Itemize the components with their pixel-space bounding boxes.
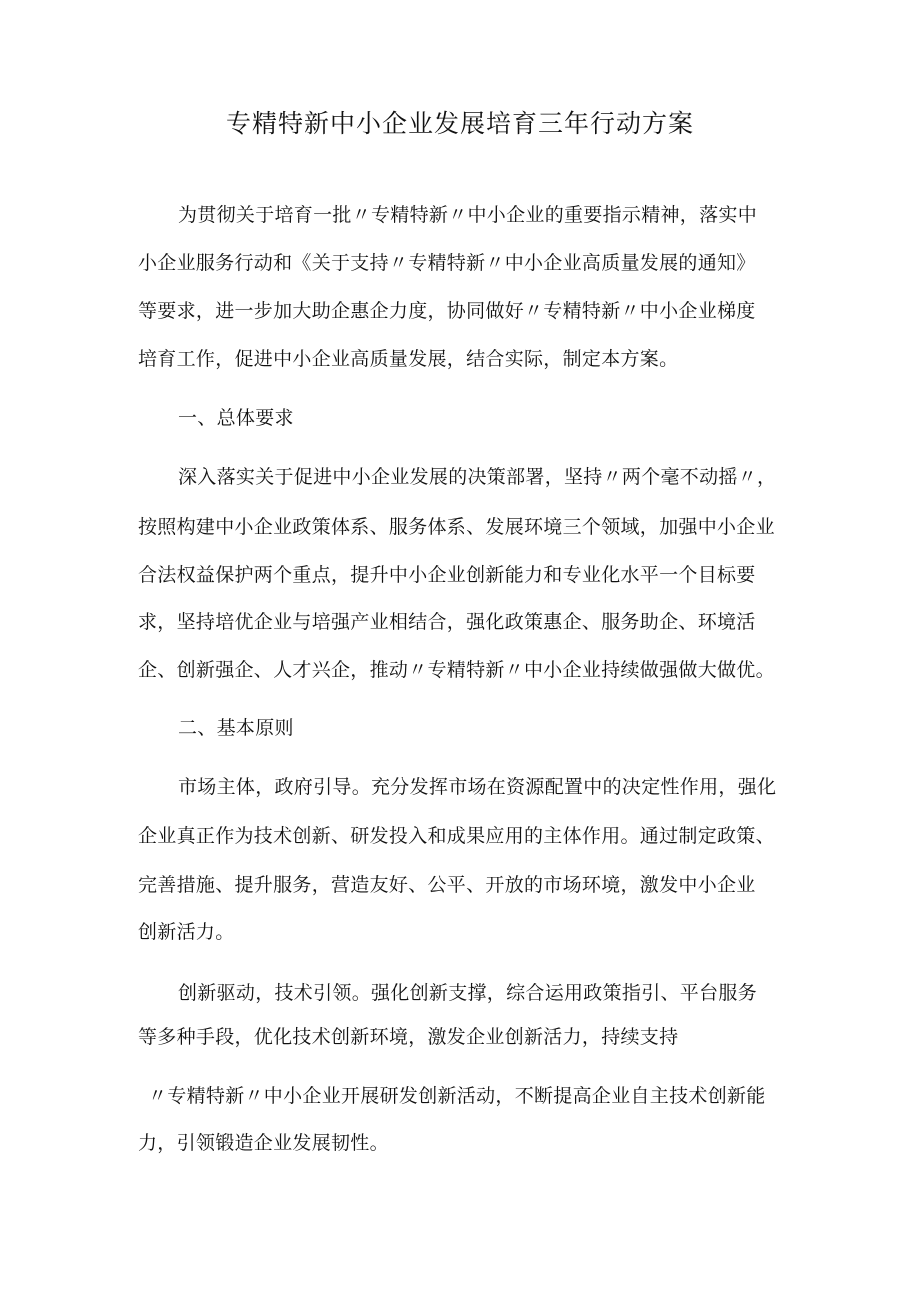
- intro-line: 等要求，进一步加大助企惠企力度，协同做好〃专精特新〃中小企业梯度: [138, 300, 756, 322]
- section2-para2-line: 〃专精特新〃中小企业开展研发创新活动，不断提高企业自主技术创新能: [148, 1085, 766, 1107]
- section-heading-basic-principles: 二、基本原则: [178, 717, 294, 739]
- section1-line: 深入落实关于促进中小企业发展的决策部署，坚持〃两个毫不动摇〃，: [178, 466, 777, 488]
- intro-line: 小企业服务行动和《关于支持〃专精特新〃中小企业高质量发展的通知》: [138, 252, 756, 274]
- section2-para2-line: 力，引领锻造企业发展韧性。: [138, 1132, 389, 1154]
- section1-line: 求，坚持培优企业与培强产业相结合，强化政策惠企、服务助企、环境活: [138, 611, 756, 633]
- section2-para1-line: 企业真正作为技术创新、研发投入和成果应用的主体作用。通过制定政策、: [138, 825, 775, 847]
- section2-para2-line: 等多种手段，优化技术创新环境，激发企业创新活力，持续支持: [138, 1026, 679, 1048]
- section1-line: 合法权益保护两个重点，提升中小企业创新能力和专业化水平一个目标要: [138, 564, 756, 586]
- section-heading-general-requirements: 一、总体要求: [178, 407, 294, 429]
- intro-line: 培育工作，促进中小企业高质量发展，结合实际，制定本方案。: [138, 348, 679, 370]
- document-title: 专精特新中小企业发展培育三年行动方案: [225, 109, 694, 138]
- section2-para1-line: 创新活力。: [138, 921, 235, 943]
- intro-line: 为贯彻关于培育一批〃专精特新〃中小企业的重要指示精神，落实中: [178, 204, 758, 226]
- section1-line: 按照构建中小企业政策体系、服务体系、发展环境三个领域，加强中小企业: [138, 516, 775, 538]
- section1-line: 企、创新强企、人才兴企，推动〃专精特新〃中小企业持续做强做大做优。: [138, 659, 775, 681]
- section2-para1-line: 完善措施、提升服务，营造友好、公平、开放的市场环境，激发中小企业: [138, 874, 756, 896]
- section2-para2-line: 创新驱动，技术引领。强化创新支撑，综合运用政策指引、平台服务: [178, 982, 758, 1004]
- section2-para1-line: 市场主体，政府引导。充分发挥市场在资源配置中的决定性作用，强化: [178, 776, 777, 798]
